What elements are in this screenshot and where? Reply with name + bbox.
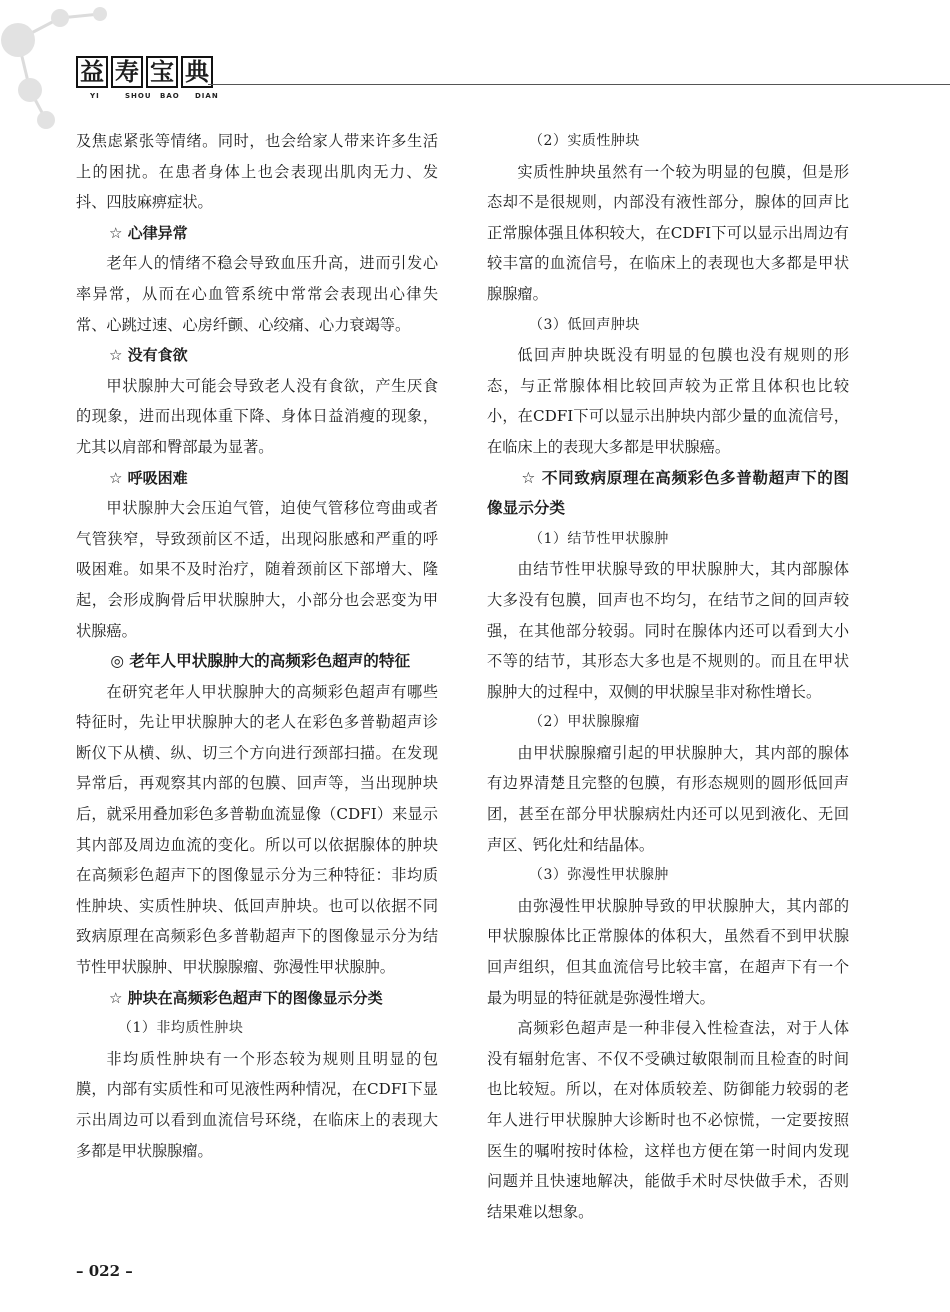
paragraph: 由结节性甲状腺导致的甲状腺肿大，其内部腺体大多没有包膜，回声也不均匀，在结节之间的回声较强，在其他部分较弱。同时在腺体内还可以看到大小不等的结节，其形态大多也是不规则的。而且在甲状腺肿大的过程中，双侧的甲状腺呈非对称性增长。 — [487, 560, 849, 701]
logo-pinyin-part: BAO — [160, 92, 180, 100]
paragraph: 及焦虑紧张等情绪。同时，也会给家人带来许多生活上的困扰。在患者身体上也会表现出肌肉无力、发抖、四肢麻痹症状。 — [76, 132, 438, 212]
main-heading: ◎ 老年人甲状腺肿大的高频彩色超声的特征 — [110, 652, 411, 671]
left-column — [76, 126, 438, 1166]
section-heading: ☆ 呼吸困难 — [109, 468, 188, 487]
subheading: （3）低回声肿块 — [529, 316, 640, 333]
subheading: （2）实质性肿块 — [529, 133, 640, 149]
paragraph: 由弥漫性甲状腺肿导致的甲状腺肿大，其内部的甲状腺腺体比正常腺体的体积大，虽然看不到甲状腺回声组织，但其血流信号比较丰富，在超声下有一个最为明显的特征就是弥漫性增大。 — [487, 896, 849, 1007]
right-column — [487, 126, 849, 1227]
section-heading: ☆ 心律异常 — [109, 223, 188, 242]
header-rule — [208, 84, 950, 85]
main-heading: ☆ 不同致病原理在高频彩色多普勒超声下的图像显示分类 — [487, 468, 849, 518]
paragraph: 甲状腺肿大可能会导致老人没有食欲，产生厌食的现象，进而出现体重下降、身体日益消瘦的现象，尤其以肩部和臀部最为显著。 — [76, 376, 438, 456]
paragraph: 低回声肿块既没有明显的包膜也没有规则的形态，与正常腺体相比较回声较为正常且体积也比较小，在CDFI下可以显示出肿块内部少量的血流信号，在临床上的表现大多都是甲状腺癌。 — [487, 346, 849, 456]
logo-char: 寿 — [111, 56, 143, 88]
page-number: – 022 – — [76, 1262, 133, 1280]
paragraph: 高频彩色超声是一种非侵入性检查法，对于人体没有辐射危害、不仅不受碘过敏限制而且检查的时间也比较短。所以，在对体质较差、防御能力较弱的老年人进行甲状腺肿大诊断时也不必惊慌，一定要按照医生的嘱咐按时体检，这样也方便在第一时间内发现问题并且快速地解决，能做手术时尽快做手术，否则结果难以想象。 — [487, 1019, 849, 1221]
subheading: （3）弥漫性甲状腺肿 — [529, 867, 669, 884]
logo-pinyin-part: SHOU — [125, 92, 152, 100]
paragraph: 实质性肿块虽然有一个较为明显的包膜，但是形态却不是很规则，内部没有液性部分，腺体的回声比正常腺体强且体积较大，在CDFI下可以显示出周边有较丰富的血流信号，在临床上的表现也大多都是甲状腺腺瘤。 — [487, 162, 849, 303]
section-heading: ☆ 没有食欲 — [109, 346, 188, 365]
subheading: （2）甲状腺腺瘤 — [529, 714, 640, 731]
logo-char: 宝 — [146, 56, 178, 88]
logo — [76, 56, 213, 88]
paragraph: 甲状腺肿大会压迫气管，迫使气管移位弯曲或者气管狭窄，导致颈前区不适，出现闷胀感和严重的呼吸困难。如果不及时治疗，随着颈前区下部增大、隆起，会形成胸骨后甲状腺肿大，小部分也会恶变为甲状腺癌。 — [76, 499, 438, 640]
section-heading: ☆ 肿块在高频彩色超声下的图像显示分类 — [109, 988, 383, 1007]
logo-char: 典 — [181, 56, 213, 88]
logo-pinyin-part: YI — [90, 92, 100, 100]
logo-pinyin — [90, 92, 230, 100]
paragraph: 在研究老年人甲状腺肿大的高频彩色超声有哪些特征时，先让甲状腺肿大的老人在彩色多普勒超声诊断仪下从横、纵、切三个方向进行颈部扫描。在发现异常后，再观察其内部的包膜、回声等，当出现肿块后，就采用叠加彩色多普勒血流显像（CDFI）来显示其内部及周边血流的变化。所以可以依据腺体的肿块在高频彩色超声下的图像显示分为三种特征：非均质性肿块、实质性肿块、低回声肿块。也可以依据不同致病原理在高频彩色多普勒超声下的图像显示分为结节性甲状腺肿、甲状腺腺瘤、弥漫性甲状腺肿。 — [76, 682, 438, 977]
subheading: （1）结节性甲状腺肿 — [529, 530, 669, 547]
logo-pinyin-part: DIAN — [195, 92, 219, 100]
paragraph: 非均质性肿块有一个形态较为规则且明显的包膜，内部有实质性和可见液性两种情况，在CDFI下显示出周边可以看到血流信号环绕，在临床上的表现大多都是甲状腺腺瘤。 — [76, 1049, 438, 1160]
paragraph: 由甲状腺腺瘤引起的甲状腺肿大，其内部的腺体有边界清楚且完整的包膜，有形态规则的圆形低回声团，甚至在部分甲状腺病灶内还可以见到液化、无回声区、钙化灶和结晶体。 — [487, 743, 849, 854]
paragraph: 老年人的情绪不稳会导致血压升高，进而引发心率异常，从而在心血管系统中常常会表现出心律失常、心跳过速、心房纤颤、心绞痛、心力衰竭等。 — [76, 254, 438, 334]
subheading: （1）非均质性肿块 — [118, 1020, 244, 1037]
logo-char: 益 — [76, 56, 108, 88]
